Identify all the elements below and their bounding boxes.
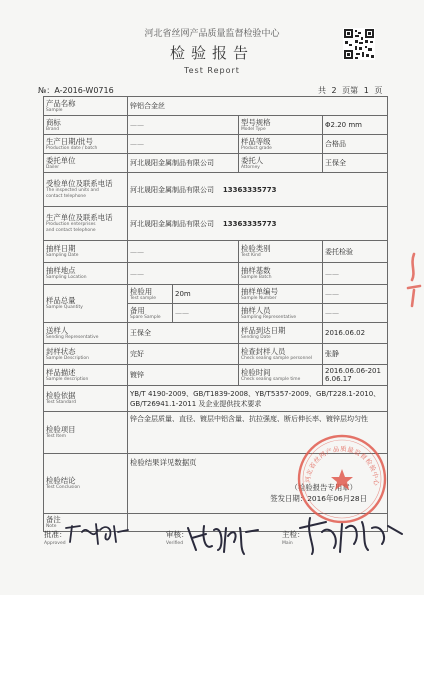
inspector-signature-icon <box>296 514 406 558</box>
label-senddate: 样品到达日期 <box>241 325 286 335</box>
value-testkind: 委托检验 <box>323 241 388 263</box>
label-brand: 商标 <box>46 117 61 127</box>
row-qty-a <box>44 285 388 304</box>
label-producer-en1: Production enterprises <box>46 222 96 227</box>
label-brand-en: Brand <box>46 126 60 132</box>
row-sender <box>44 323 388 344</box>
main-label: 主检： <box>282 530 305 539</box>
value-grade: 合格品 <box>323 135 388 154</box>
org-name: 河北省丝网产品质量监督检验中心 <box>144 29 280 39</box>
label-std-en: Test Standard <box>46 400 77 405</box>
label-producer: 生产单位及联系电话 <box>46 213 113 222</box>
value-model: Φ2.20 mm <box>323 116 388 135</box>
approver-signature-icon <box>62 518 132 548</box>
value-checker: 张静 <box>323 344 388 365</box>
label-samprep: 抽样人员 <box>241 305 271 315</box>
row-brand <box>44 116 388 135</box>
value-inspected: 河北晟阳金属制品有限公司 <box>130 185 214 194</box>
value-inspected-phone: 13363335773 <box>222 185 277 194</box>
concl-seal-note: （检验报告专用章） <box>290 483 357 492</box>
official-stamp-icon <box>296 433 388 525</box>
main-label-en: Main <box>282 541 293 546</box>
label-model-en: Model Type <box>241 126 266 132</box>
label-items: 检验项目 <box>46 425 76 434</box>
label-seal: 封样状态 <box>46 346 76 356</box>
label-inspected: 受检单位及联系电话 <box>46 179 113 188</box>
label-seal-en: Sample Description <box>46 355 89 361</box>
label-testtime-en: Check sealing sample time <box>241 376 301 382</box>
label-desc-en: Sample description <box>46 376 89 382</box>
label-sender-en: Sending Representative <box>46 334 99 340</box>
label-sender: 送样人 <box>46 325 69 335</box>
report-number: №：A-2016-W0716 <box>38 86 114 95</box>
label-inspected-en2: contact telephone <box>46 194 86 199</box>
value-concl: 检验结果详见数据页 <box>130 458 197 467</box>
label-attorney-en: Attorney <box>241 164 260 170</box>
label-proddate: 生产日期/批号 <box>46 136 93 146</box>
label-sampbase: 抽样基数 <box>241 266 271 275</box>
label-proddate-en: Production date / batch <box>46 145 98 151</box>
label-sampno-en: Sample Number <box>241 295 277 301</box>
label-inspected-en1: The inspected units and <box>46 188 99 193</box>
verify-label-en: Verified <box>166 541 184 546</box>
row-sampdate <box>44 241 388 263</box>
label-concl-en: Test Conclusion <box>46 485 80 490</box>
label-testkind-en: Test Kind <box>241 253 261 258</box>
approve-label-en: Approved <box>44 541 66 546</box>
label-model: 型号规格 <box>241 117 271 127</box>
label-samploc-en: Sampling Location <box>46 275 87 280</box>
value-producer-phone: 13363335773 <box>222 219 277 228</box>
value-attorney: 王保全 <box>323 154 388 173</box>
value-samprep: —— <box>323 304 388 323</box>
label-testtime: 检验时间 <box>241 367 271 377</box>
label-product-en: Sample <box>46 107 63 113</box>
label-testsample: 检验用 <box>130 286 153 296</box>
value-desc: 镀锌 <box>128 365 239 386</box>
row-inspected <box>44 173 388 207</box>
value-testtime-1: 2016.06.06-201 <box>325 367 381 375</box>
report-subtitle: Test Report <box>184 66 240 75</box>
report-title: 检验报告 <box>169 44 254 62</box>
row-producer <box>44 207 388 241</box>
value-brand: —— <box>128 116 239 135</box>
label-samprep-en: Sampling Representative <box>241 314 297 320</box>
approve-label: 批准： <box>44 530 67 539</box>
value-sampno: —— <box>323 285 388 304</box>
verify-label: 审核： <box>166 530 189 539</box>
row-product <box>44 97 388 116</box>
label-samploc: 抽样地点 <box>46 266 76 275</box>
value-sender: 王保全 <box>128 323 239 344</box>
value-std: YB/T 4190-2009、GB/T1839-2008、YB/T5357-2009、GB/T228.1-2010、GB/T26941.1-2011 及企业提供技术要求 <box>128 386 388 412</box>
label-testsample-en: Test sample <box>130 295 157 301</box>
label-sampbase-en: Sample Batch <box>241 275 272 280</box>
qr-code-icon <box>343 28 375 60</box>
verifier-signature-icon <box>182 520 262 560</box>
value-producer: 河北晟阳金属制品有限公司 <box>130 219 214 228</box>
value-samploc: —— <box>128 263 239 285</box>
stamp-text: 河北省丝网产品质量监督检验中心 <box>303 444 381 487</box>
label-desc: 样品描述 <box>46 367 76 377</box>
value-testtime-2: 6.06.17 <box>325 375 352 383</box>
label-grade-en: Product grade <box>241 145 272 151</box>
label-attorney: 委托人 <box>241 155 264 165</box>
label-std: 检验依据 <box>46 391 76 400</box>
label-checker-en: Check sealing sample personnel <box>241 355 313 361</box>
label-producer-en2: and contact telephone <box>46 228 96 233</box>
label-sampno: 抽样单编号 <box>241 286 278 296</box>
value-product: 锌铝合金丝 <box>128 97 388 116</box>
label-note: 备注 <box>46 515 61 524</box>
value-spare: —— <box>173 304 239 323</box>
value-senddate: 2016.06.02 <box>323 323 388 344</box>
value-client: 河北晟阳金属制品有限公司 <box>128 154 239 173</box>
label-sampdate-en: Sampling Date <box>46 253 79 258</box>
row-standard <box>44 386 388 412</box>
label-product: 产品名称 <box>46 98 76 108</box>
label-spare-en: Spare Sample <box>130 314 161 320</box>
label-senddate-en: Sending Date <box>241 334 271 340</box>
label-note-en: Note <box>46 524 57 529</box>
row-seal <box>44 344 388 365</box>
row-desc <box>44 365 388 386</box>
label-qty: 样品总量 <box>46 296 76 305</box>
label-items-en: Test Item <box>46 434 67 439</box>
value-seal: 完好 <box>128 344 239 365</box>
label-qty-en: Sample Quantity <box>46 305 83 310</box>
edge-stamp-fragment-icon <box>402 250 422 320</box>
label-sampdate: 抽样日期 <box>46 244 76 253</box>
value-proddate: —— <box>128 135 239 154</box>
label-concl: 检验结论 <box>46 476 76 485</box>
row-client <box>44 154 388 173</box>
label-checker: 检查封样人员 <box>241 346 286 356</box>
row-samploc <box>44 263 388 285</box>
value-items: 锌合金层质量、直径、镀层中铝含量、抗拉强度、断后伸长率、镀锌层均匀性 <box>128 412 388 454</box>
label-client: 委托单位 <box>46 155 76 165</box>
concl-issue-date: 签发日期：2016年06月28日 <box>270 494 367 503</box>
label-client-en: Dailer <box>46 164 60 170</box>
label-testkind: 检验类别 <box>241 244 271 253</box>
label-grade: 样品等级 <box>241 136 271 146</box>
page-info: 共 2 页第 1 页 <box>318 86 383 95</box>
value-testsample: 20m <box>173 285 239 304</box>
value-sampdate: —— <box>128 241 239 263</box>
row-proddate <box>44 135 388 154</box>
label-spare: 备用 <box>130 305 145 315</box>
value-sampbase: —— <box>323 263 388 285</box>
